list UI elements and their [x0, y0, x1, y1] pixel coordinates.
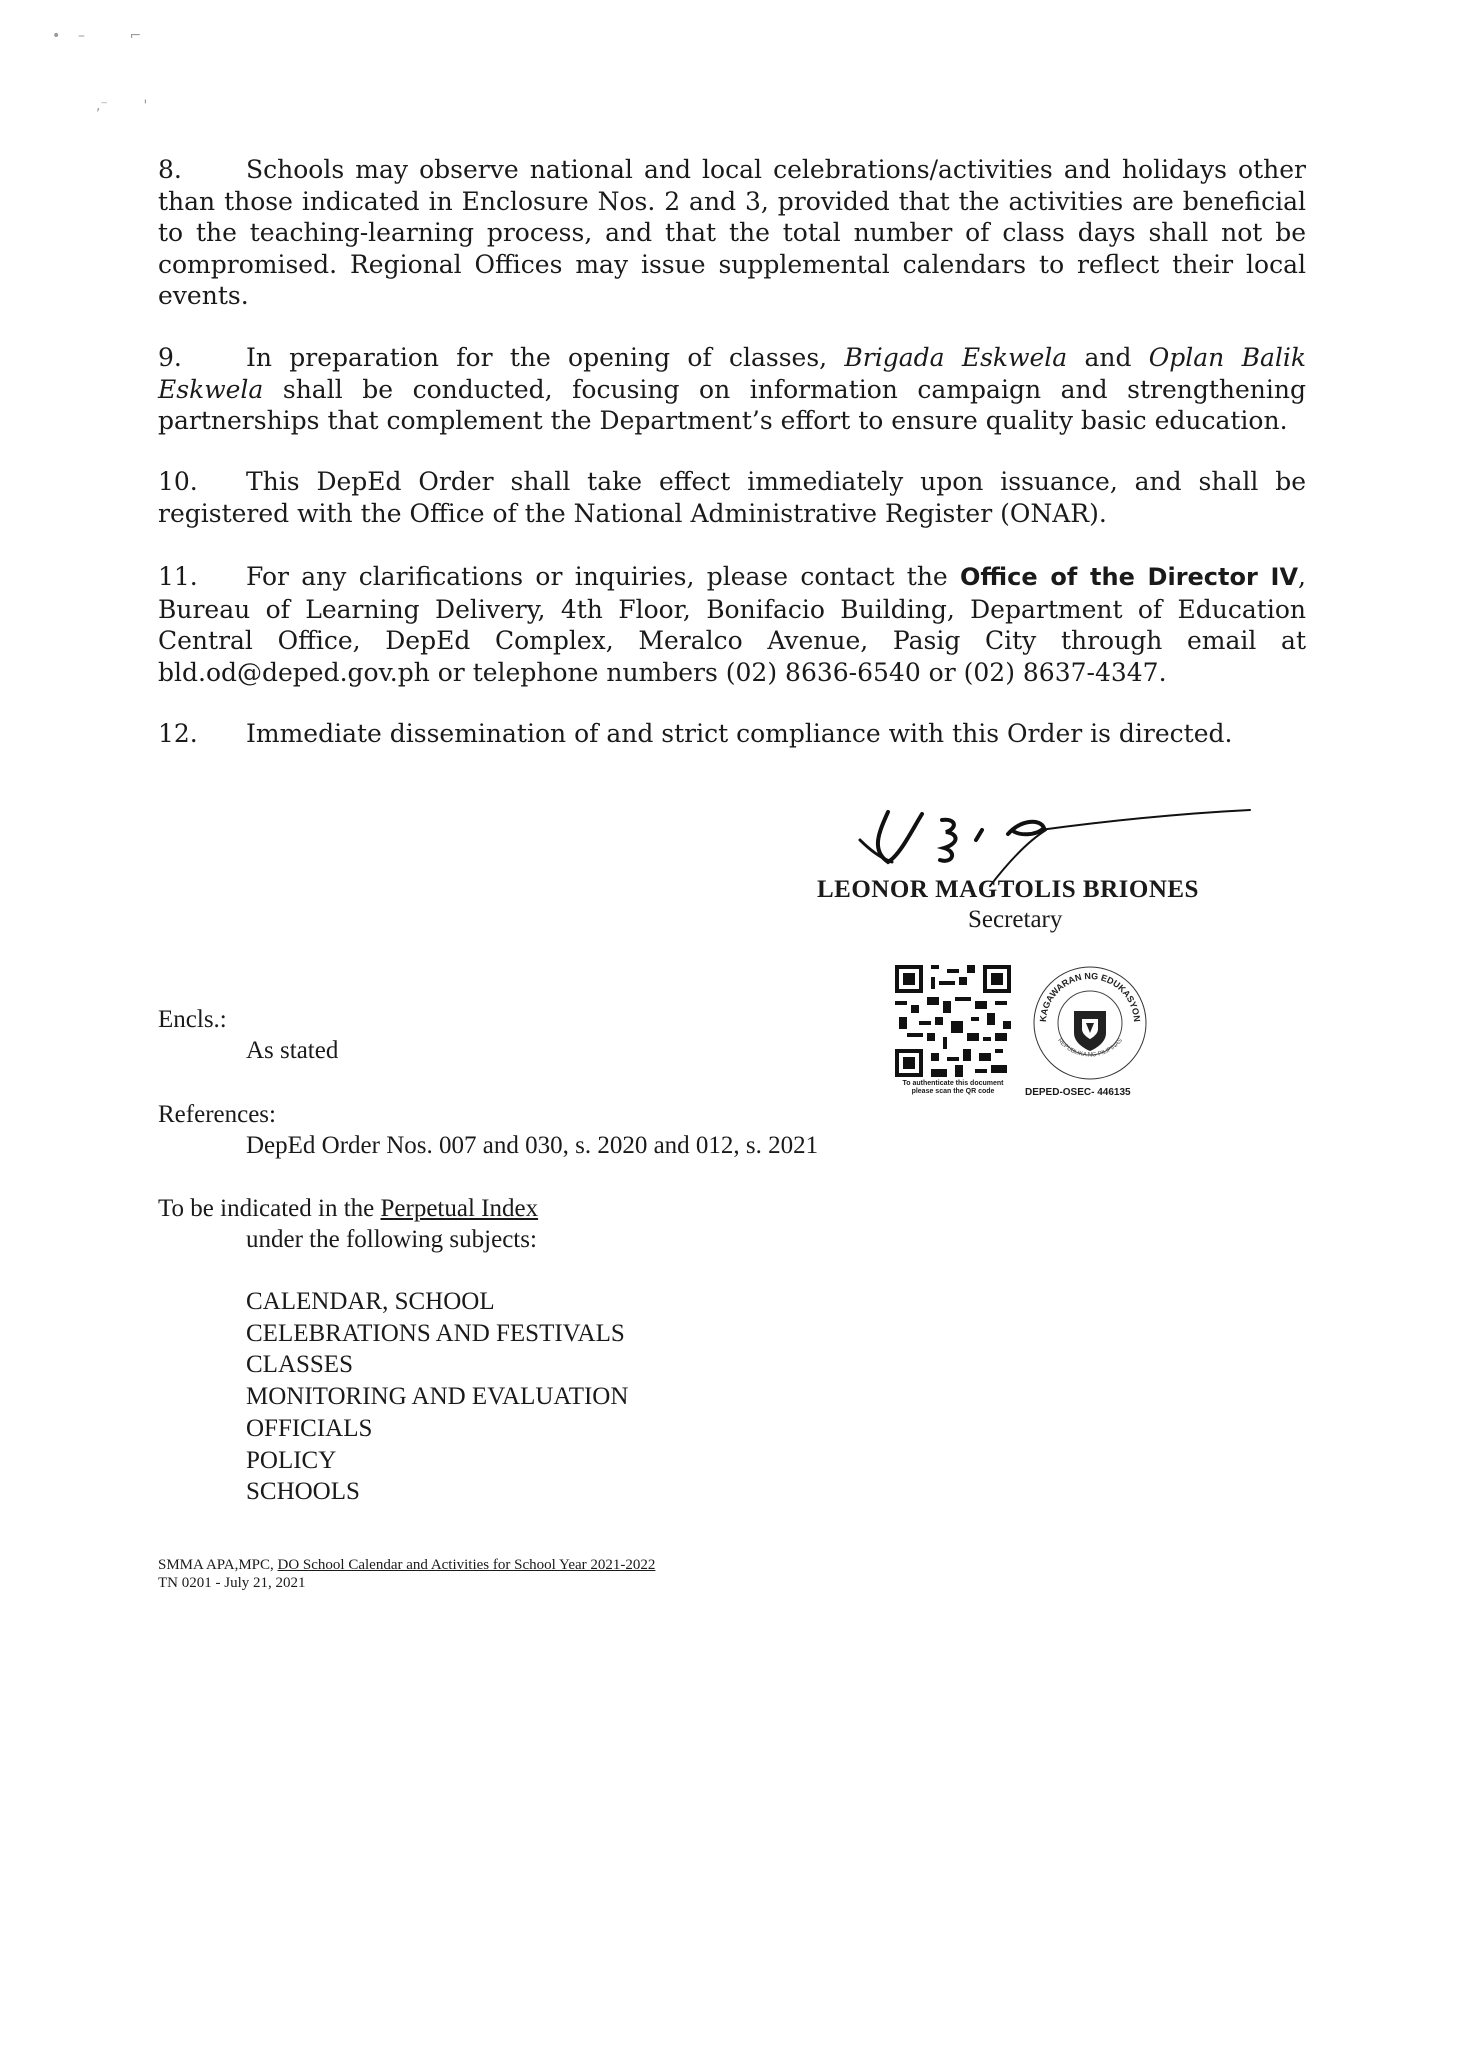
signatory-title: Secretary — [968, 906, 1063, 933]
perpetual-index-link: Perpetual Index — [380, 1195, 539, 1222]
deped-seal — [1030, 963, 1150, 1083]
seal-text-bottom: REPUBLIKA NG PILIPINAS — [1056, 1037, 1124, 1059]
list-item: OFFICIALS — [246, 1414, 373, 1442]
document-code: DEPED-OSEC- 446135 — [1025, 1087, 1131, 1098]
list-item: SCHOOLS — [246, 1478, 360, 1506]
index-subtitle: under the following subjects: — [246, 1226, 537, 1253]
list-item: POLICY — [246, 1446, 337, 1474]
signatory-name: LEONOR MAGTOLIS BRIONES — [817, 876, 1199, 903]
paragraph-10: 10. This DepEd Order shall take effect immediately upon issuance, and shall be registered with the Office of the National Administrative Register (ONAR). — [158, 467, 1306, 528]
paragraph-9: 9. In preparation for the opening of classes, Brigada Eskwela and Oplan Balik Eskwela shall be conducted, focusing on information campaign and strengthening partnerships that complement the Department’s effort to ensure quality basic education. — [158, 343, 1306, 435]
qr-code — [895, 965, 1011, 1077]
paragraph-8: 8. Schools may observe national and local celebrations/activities and holidays other than those indicated in Enclosure Nos. 2 and 3, provided that the activities are beneficial to the teaching-learning process, and that the total number of class days shall not be compromised. Regional Offices may issue supplemental calendars to reflect their local events. — [158, 155, 1306, 310]
list-item: CALENDAR, SCHOOL — [246, 1288, 495, 1315]
seal-text-top: KAGAWARAN NG EDUKASYON — [1037, 970, 1143, 1023]
enclosures-label: Encls.: — [158, 1006, 227, 1033]
paragraph-12: 12. Immediate dissemination of and strict compliance with this Order is directed. — [158, 719, 1233, 748]
references-label: References: — [158, 1101, 276, 1128]
index-line: To be indicated in the Perpetual Index — [158, 1195, 539, 1222]
signature-block — [800, 800, 1260, 960]
scan-artifact: ,⁻ ' — [96, 98, 148, 114]
document-footer: SMMA APA,MPC, DO School Calendar and Activities for School Year 2021-2022 TN 0201 - July 21, 2021 — [158, 1557, 656, 1591]
scan-artifact: • – ⌐ — [52, 28, 142, 44]
qr-caption: To authenticate this document please scan the QR code — [902, 1080, 1004, 1095]
references-value: DepEd Order Nos. 007 and 030, s. 2020 and 012, s. 2021 — [246, 1132, 819, 1159]
enclosures-value: As stated — [246, 1037, 339, 1064]
footer-title: DO School Calendar and Activities for School Year 2021-2022 — [277, 1557, 656, 1573]
subject-list — [246, 1286, 628, 1508]
list-item: CELEBRATIONS AND FESTIVALS — [246, 1319, 625, 1347]
paragraph-11: 11. For any clarifications or inquiries, please contact the Office of the Director IV, Bureau of Learning Delivery, 4th Floor, Bonifacio Building, Department of Education Central Office, DepEd Complex, Meralco Avenue, Pasig City through email at bld.od@deped.gov.ph or telephone numbers (02) 8636-6540 or (02) 8637-4347. — [158, 562, 1306, 687]
list-item: CLASSES — [246, 1351, 353, 1379]
list-item: MONITORING AND EVALUATION — [246, 1383, 629, 1411]
